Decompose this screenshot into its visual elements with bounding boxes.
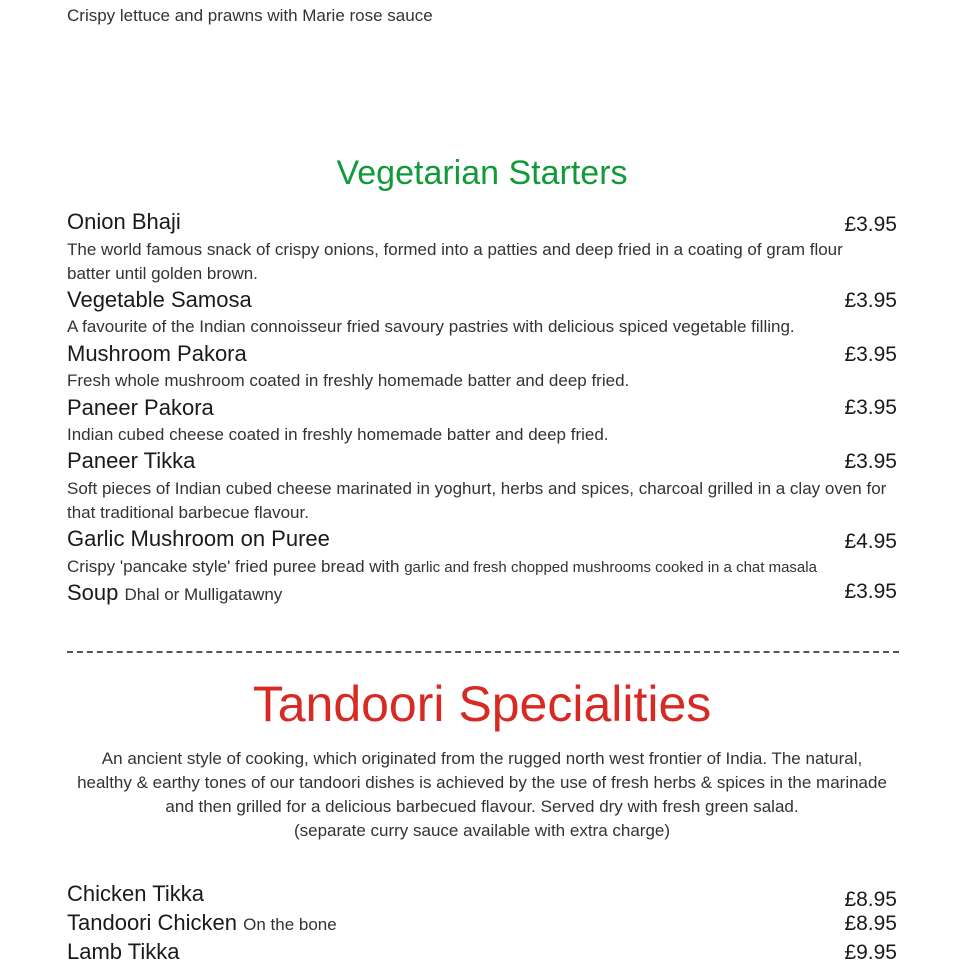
menu-item-description: that traditional barbecue flavour. (67, 503, 309, 522)
menu-item-name: Soup (67, 580, 119, 605)
menu-item-description: The world famous snack of crispy onions, formed into a patties and deep fried in a coating of gram flour (67, 240, 843, 259)
menu-item-price: £3.95 (844, 343, 897, 366)
description-text-small: garlic and fresh chopped mushrooms cooked in a chat masala (404, 559, 817, 576)
menu-item-price: £9.95 (844, 941, 897, 964)
intro-line: (separate curry sauce available with extra charge) (293, 821, 671, 840)
menu-item-name-row (67, 580, 282, 608)
menu-item-name: Paneer Tikka (67, 448, 196, 473)
tandoori-intro (40, 747, 924, 843)
prev-item-description: Crispy lettuce and prawns with Marie rose sauce (67, 6, 433, 25)
intro-line: healthy & earthy tones of our tandoori dishes is achieved by the use of fresh herbs & spices in the marinade (77, 773, 887, 792)
menu-item-name: Onion Bhaji (67, 209, 181, 234)
menu-item-price: £3.95 (844, 213, 897, 236)
menu-item-description (67, 555, 817, 579)
description-text: Crispy 'pancake style' fried puree bread with (67, 557, 405, 576)
menu-item-price: £3.95 (844, 580, 897, 603)
menu-item-description: Soft pieces of Indian cubed cheese marinated in yoghurt, herbs and spices, charcoal grilled in a clay oven for (67, 479, 887, 498)
menu-item-name: Chicken Tikka (67, 881, 204, 906)
menu-item-price: £3.95 (844, 396, 897, 419)
menu-item-name: Tandoori Chicken (67, 910, 237, 935)
menu-item-name: Paneer Pakora (67, 395, 214, 420)
menu-item-name: Lamb Tikka (67, 939, 180, 964)
menu-item-subtitle: On the bone (243, 915, 337, 934)
menu-item-price: £3.95 (844, 289, 897, 312)
menu-item-description: batter until golden brown. (67, 264, 258, 283)
menu-item-subtitle: Dhal or Mulligatawny (124, 585, 283, 604)
menu-item-name: Mushroom Pakora (67, 341, 247, 366)
vegetarian-starters-heading: Vegetarian Starters (336, 154, 628, 192)
intro-line: An ancient style of cooking, which originated from the rugged north west frontier of India. The natural, (101, 749, 863, 768)
menu-item-description: Indian cubed cheese coated in freshly homemade batter and deep fried. (67, 425, 609, 444)
tandoori-specialities-heading: Tandoori Specialities (252, 676, 712, 732)
section-divider (67, 651, 899, 653)
menu-item-description: A favourite of the Indian connoisseur fried savoury pastries with delicious spiced vegetable filling. (67, 317, 795, 336)
menu-item-price: £3.95 (844, 450, 897, 473)
intro-line: and then grilled for a delicious barbecued flavour. Served dry with fresh green salad. (165, 797, 799, 816)
menu-item-name: Vegetable Samosa (67, 287, 252, 312)
menu-item-name: Garlic Mushroom on Puree (67, 526, 330, 551)
menu-item-name-row (67, 910, 337, 938)
menu-item-description: Fresh whole mushroom coated in freshly homemade batter and deep fried. (67, 371, 630, 390)
menu-item-price: £8.95 (844, 912, 897, 935)
menu-item-price: £4.95 (844, 530, 897, 553)
menu-item-price: £8.95 (844, 888, 897, 911)
